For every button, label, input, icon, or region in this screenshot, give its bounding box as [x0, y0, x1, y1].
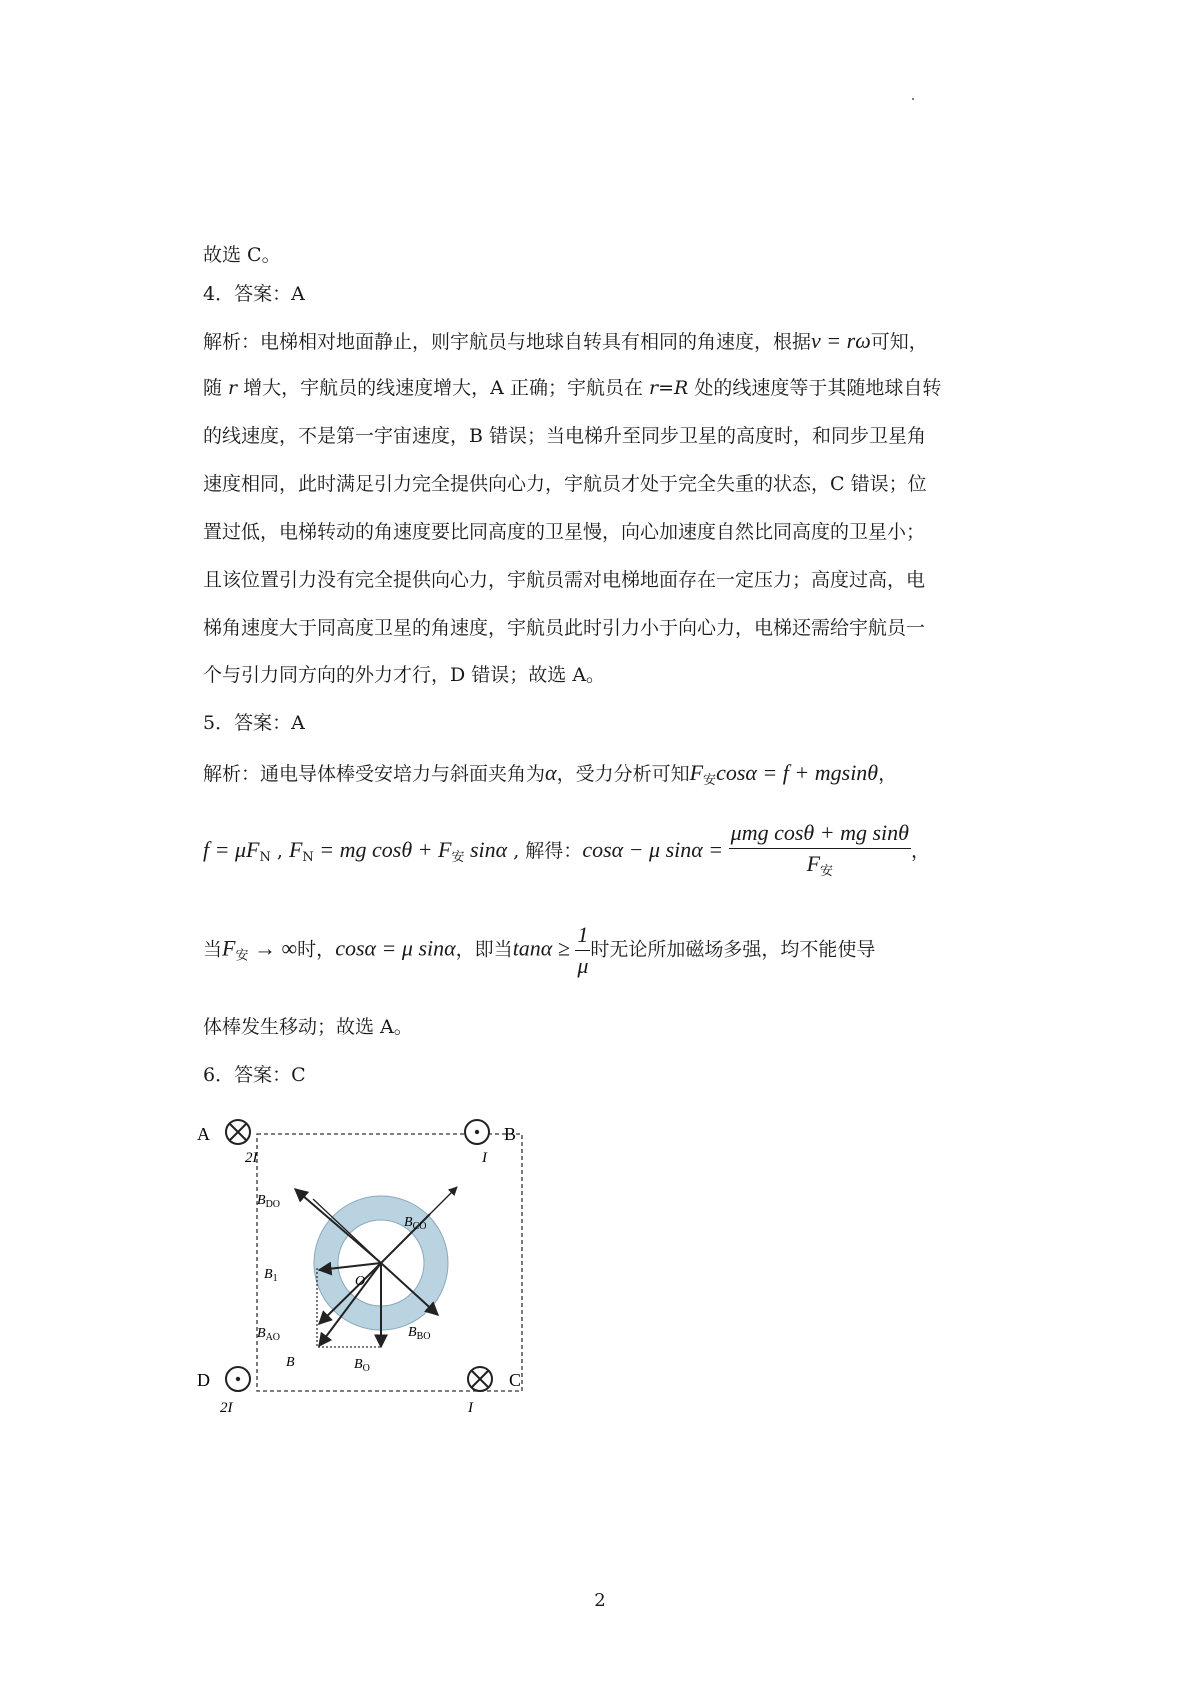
answer-4-line-5: 置过低，电梯转动的角速度要比同高度的卫星慢，向心加速度自然比同高度的卫星小；: [203, 521, 926, 543]
current-d-out: [226, 1367, 250, 1391]
answer-4-line-1: 解析：电梯相对地面静止，则宇航员与地球自转具有相同的角速度，根据v = rω可知，: [203, 328, 928, 353]
fraction-solution: $\frac{\text{μmg cosθ + mg sinθ}}{F_安}$: [730, 820, 909, 878]
label-bao: $B_{AO}$: [257, 1326, 281, 1343]
answer-5-line-3: 当$F_安$ → ∞时，cosα = μ sinα，即当tanα ≥ $\frac{1}{\mu}$ 时无论所加磁场多强，均不能使导: [203, 922, 876, 978]
page-number: 2: [594, 1590, 606, 1611]
corner-c-label: C: [509, 1370, 522, 1390]
current-b-label: I: [482, 1150, 487, 1166]
current-a-label: 2I: [245, 1150, 258, 1166]
answer-4-line-8: 个与引力同方向的外力才行，D 错误；故选 A。: [203, 664, 606, 686]
label-b: B: [286, 1355, 295, 1370]
current-c-into: [468, 1367, 492, 1391]
current-b-out: [465, 1120, 489, 1144]
answer-4-heading: 4．答案：A: [203, 283, 305, 305]
dashed-square: [257, 1134, 522, 1391]
formula-force-balance: cosα = f + mgsinθ: [716, 760, 879, 785]
label-bo: $B_O$: [354, 1357, 370, 1374]
magnetic-field-diagram: [195, 1110, 585, 1450]
answer-4-line-3: 的线速度，不是第一宇宙速度，B 错误；当电梯升至同步卫星的高度时，和同步卫星角: [203, 425, 927, 447]
corner-a-label: A: [197, 1124, 210, 1144]
vector-bco-extension: [430, 1187, 457, 1214]
label-b1: $B_1$: [264, 1267, 278, 1284]
formula-v-r-omega: v = rω: [811, 328, 871, 353]
current-d-label: 2I: [220, 1400, 233, 1416]
line-conclusion-3: 故选 C。: [203, 244, 281, 266]
answer-5-heading: 5．答案：A: [203, 712, 305, 734]
answer-5-line-1: 解析：通电导体棒受安培力与斜面夹角为α，受力分析可知$F_安\cos\alpha = f + mgsin\theta$，: [203, 760, 898, 788]
corner-b-label: B: [504, 1124, 517, 1144]
answer-5-line-4: 体棒发生移动；故选 A。: [203, 1016, 413, 1038]
answer-4-line-6: 且该位置引力没有完全提供向心力，宇航员需对电梯地面存在一定压力；高度过高，电: [203, 569, 926, 591]
label-bbo: $B_{BO}$: [408, 1325, 431, 1342]
answer-4-line-7: 梯角速度大于同高度卫星的角速度，宇航员此时引力小于向心力，电梯还需给宇航员一: [203, 617, 926, 639]
answer-4-line-4: 速度相同，此时满足引力完全提供向心力，宇航员才处于完全失重的状态，C 错误；位: [203, 473, 927, 495]
answer-6-heading: 6．答案：C: [203, 1064, 306, 1086]
label-o: O: [355, 1274, 366, 1289]
stray-dot: [912, 98, 914, 100]
answer-4-line-2: 随 r 增大，宇航员的线速度增大，A 正确；宇航员在 r=R 处的线速度等于其随地球自转: [203, 377, 942, 399]
current-c-label: I: [468, 1400, 473, 1416]
fraction-one-over-mu: $\frac{1}{\mu}$: [577, 922, 589, 978]
current-a-into: [226, 1120, 250, 1144]
label-bdo: $B_{DO}$: [257, 1193, 281, 1210]
label-bco: $B_{CO}$: [404, 1215, 427, 1232]
answer-5-line-2: $f = \mu F_N$ , $F_N$ = mg $\cos\theta + F_安$ sinα , 解得：cosα − μ sinα = $\frac{\text{μmg cosθ + mg sinθ}}{F_安}$ ，: [203, 820, 1003, 890]
corner-d-label: D: [197, 1370, 210, 1390]
